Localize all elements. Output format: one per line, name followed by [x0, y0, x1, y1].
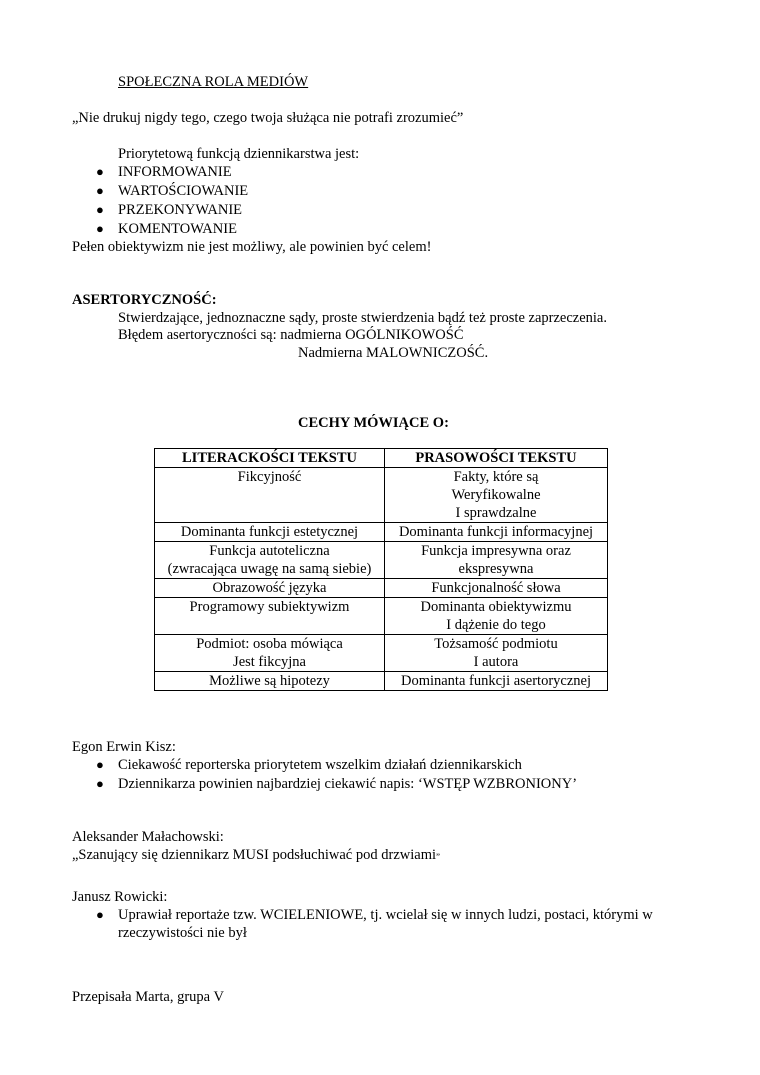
- table-cell: Programowy subiektywizm: [155, 598, 385, 635]
- opening-quote: „Nie drukuj nigdy tego, czego twoja służąca nie potrafi zrozumieć”: [72, 110, 464, 126]
- rowicki-item-line-2: rzeczywistości nie był: [118, 925, 247, 941]
- table-cell: Tożsamość podmiotu I autora: [385, 635, 608, 672]
- table-row: [155, 468, 608, 523]
- table-row: [155, 579, 608, 598]
- footer-signature: Przepisała Marta, grupa V: [72, 989, 224, 1005]
- asertorycznosc-line-3: Nadmierna MALOWNICZOŚĆ.: [298, 345, 489, 361]
- bullet-icon: ●: [96, 202, 104, 217]
- malachowski-name: Aleksander Małachowski:: [72, 829, 224, 845]
- table-heading: CECHY MÓWIĄCE O:: [298, 415, 449, 431]
- table-cell: Fikcyjność: [155, 468, 385, 523]
- column-header-literackosc: LITERACKOŚCI TEKSTU: [155, 449, 385, 468]
- list-item: ● Dziennikarza powinien najbardziej ciekawić napis: ‘WSTĘP WZBRONIONY’: [96, 776, 578, 792]
- table-row: [155, 635, 608, 672]
- bullet-icon: ●: [96, 776, 104, 791]
- table-cell: Dominanta funkcji informacyjnej: [385, 523, 608, 542]
- kisz-list: [96, 756, 578, 794]
- page-title: SPOŁECZNA ROLA MEDIÓW: [118, 74, 309, 90]
- table-row: [155, 523, 608, 542]
- rowicki-item-line-1: Uprawiał reportaże tzw. WCIELENIOWE, tj. wcielał się w innych ludzi, postaci, którymi w: [118, 907, 653, 923]
- table-cell: Funkcja autoteliczna (zwracająca uwagę na samą siebie): [155, 542, 385, 579]
- functions-list: [96, 163, 249, 239]
- malachowski-quote: „Szanujący się dziennikarz MUSI podsłuchiwać pod drzwiami”: [72, 847, 441, 863]
- table-cell: Podmiot: osoba mówiąca Jest fikcyjna: [155, 635, 385, 672]
- table-cell: Fakty, które są Weryfikowalne I sprawdzalne: [385, 468, 608, 523]
- column-header-prasowosc: PRASOWOŚCI TEKSTU: [385, 449, 608, 468]
- list-item: ● WARTOŚCIOWANIE: [96, 183, 249, 199]
- rowicki-name: Janusz Rowicki:: [72, 889, 168, 905]
- asertorycznosc-line-1: Stwierdzające, jednoznaczne sądy, proste stwierdzenia bądź też proste zaprzeczenia.: [118, 310, 607, 326]
- table-cell: Dominanta obiektywizmu I dążenie do tego: [385, 598, 608, 635]
- list-item: ● PRZEKONYWANIE: [96, 202, 243, 218]
- bullet-icon: ●: [96, 164, 104, 179]
- bullet-icon: ●: [96, 221, 104, 236]
- table-cell: Funkcja impresywna oraz ekspresywna: [385, 542, 608, 579]
- list-item: ● KOMENTOWANIE: [96, 221, 237, 237]
- table-row: [155, 542, 608, 579]
- bullet-icon: ●: [96, 757, 104, 772]
- table-row: [155, 672, 608, 691]
- asertorycznosc-heading: ASERTORYCZNOŚĆ:: [72, 292, 217, 308]
- table-cell: Możliwe są hipotezy: [155, 672, 385, 691]
- table-cell: Dominanta funkcji estetycznej: [155, 523, 385, 542]
- kisz-name: Egon Erwin Kisz:: [72, 739, 176, 755]
- table-cell: Obrazowość języka: [155, 579, 385, 598]
- functions-intro: Priorytetową funkcją dziennikarstwa jest:: [118, 146, 360, 162]
- objectivity-note: Pełen obiektywizm nie jest możliwy, ale powinien być celem!: [72, 239, 432, 255]
- table-cell: Dominanta funkcji asertorycznej: [385, 672, 608, 691]
- table-row: [155, 598, 608, 635]
- asertorycznosc-line-2: Błędem asertoryczności są: nadmierna OGÓLNIKOWOŚĆ: [118, 327, 464, 343]
- table-header-row: [155, 449, 608, 468]
- bullet-icon: ●: [96, 183, 104, 198]
- list-item: ● INFORMOWANIE: [96, 164, 232, 180]
- bullet-icon: ●: [96, 907, 104, 922]
- comparison-table: [154, 448, 608, 691]
- table-cell: Funkcjonalność słowa: [385, 579, 608, 598]
- list-item: ● Ciekawość reporterska priorytetem wszelkim działań dziennikarskich: [96, 757, 522, 773]
